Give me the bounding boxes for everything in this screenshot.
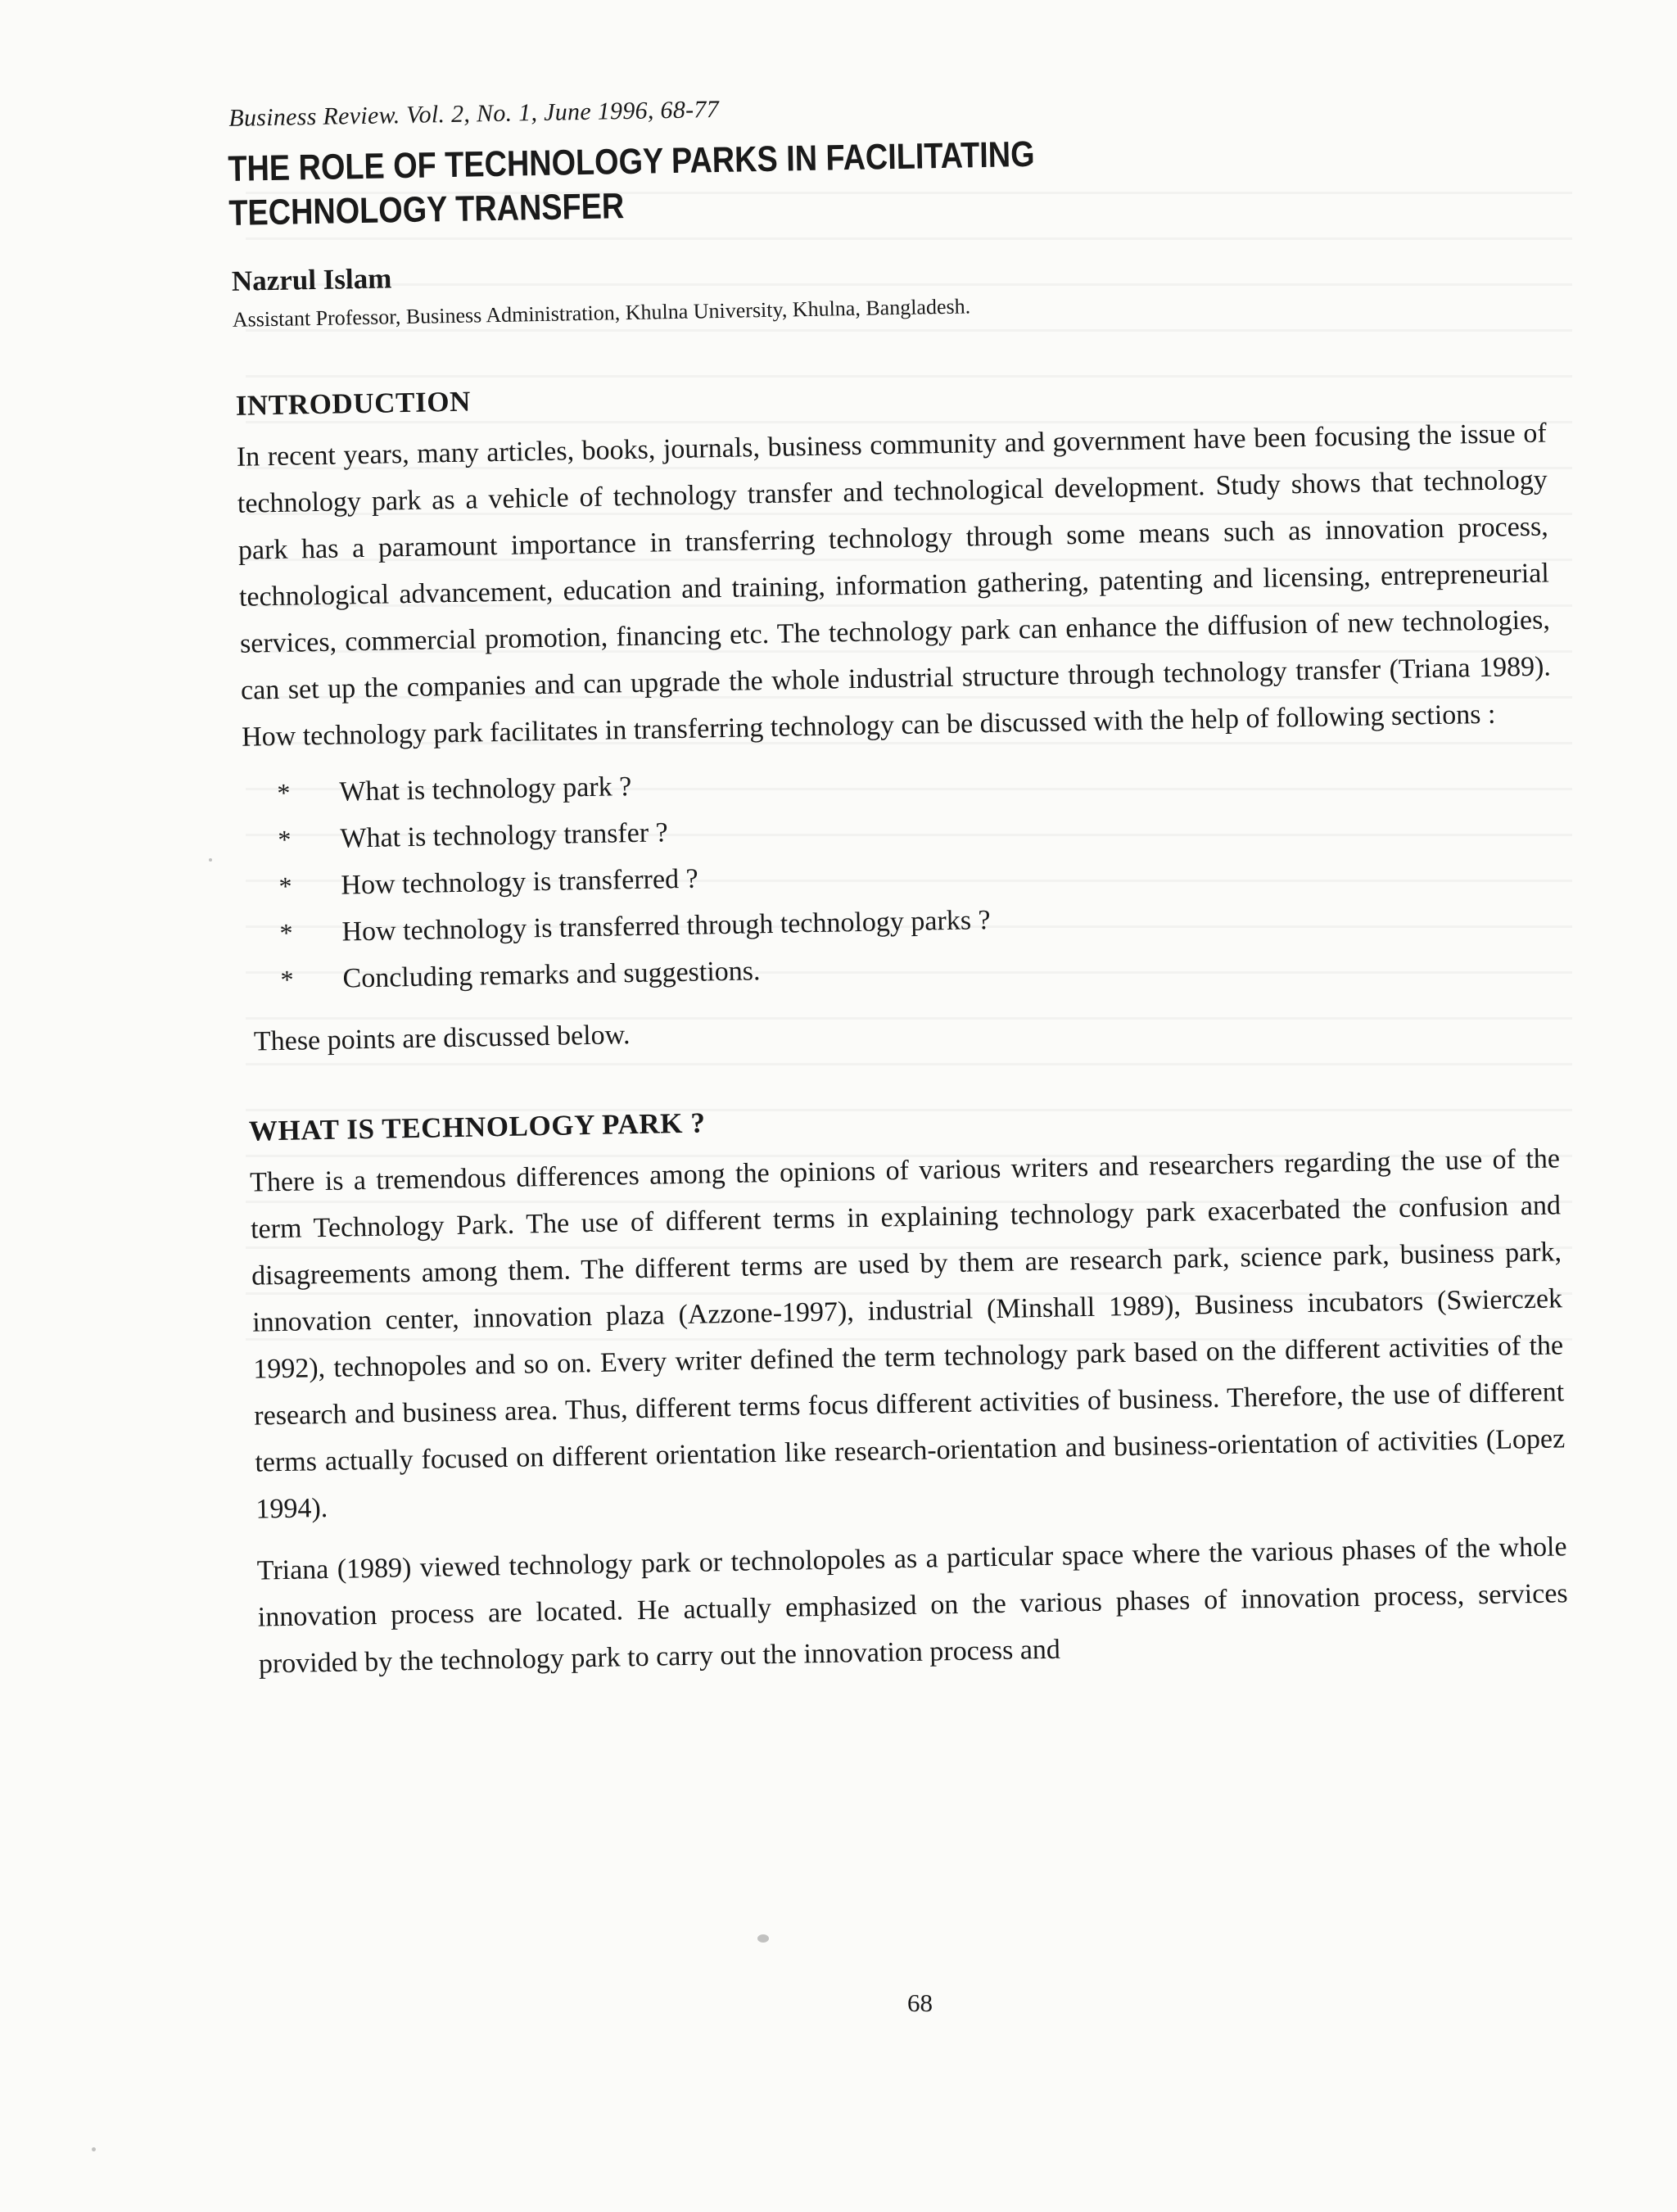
list-item: * How technology is transferred through technology parks ?: [279, 886, 1584, 957]
list-item: * Concluding remarks and suggestions.: [280, 933, 1584, 1003]
title-line-2: TECHNOLOGY TRANSFER: [228, 186, 625, 233]
section-list: [277, 746, 1584, 1003]
bullet-star-icon: *: [277, 777, 291, 807]
introduction-paragraph: In recent years, many articles, books, journals, business community and government have been focusing the issue of technology park as a vehicle of technology transfer and technological development. Study shows that technology park has a paramount importance in transferring technology through some means such as innovation process, technological advancement, education and training, information gathering, patenting and licensing, entrepreneurial services, commercial promotion, financing etc. The technology park can enhance the diffusion of new technologies, can set up the companies and can upgrade the whole industrial structure through technology transfer (Triana 1989). How technology park facilitates in transferring technology can be discussed with the help of following sections :: [236, 418, 1552, 753]
scan-speck: [92, 2147, 96, 2151]
technology-park-heading: WHAT IS TECHNOLOGY PARK ?: [248, 1106, 706, 1147]
scan-speck: [757, 1934, 769, 1943]
author-affiliation: Assistant Professor, Business Administration, Khulna University, Khulna, Bangladesh.: [232, 294, 971, 332]
bullet-star-icon: *: [279, 917, 293, 948]
introduction-closing: These points are discussed below.: [253, 1020, 631, 1057]
scan-speck: [209, 858, 212, 862]
technology-park-paragraph-2: Triana (1989) viewed technology park or technolopoles as a particular space where the various phases of the whole innovation process are located. He actually emphasized on the various phases of innovation process, services provided by the technology park to carry out the innovation process and: [256, 1531, 1568, 1680]
page-content: [225, 80, 1597, 1698]
bullet-star-icon: *: [278, 824, 292, 854]
paper-title: [228, 130, 1145, 235]
title-line-1: THE ROLE OF TECHNOLOGY PARKS IN FACILITATING: [227, 133, 1035, 189]
introduction-heading: INTRODUCTION: [235, 385, 472, 422]
journal-reference: Business Review. Vol. 2, No. 1, June 1996, 68-77: [228, 95, 720, 132]
page-number: 68: [907, 1988, 933, 2017]
list-item: * What is technology park ?: [277, 746, 1581, 816]
list-item: * What is technology transfer ?: [278, 793, 1582, 863]
technology-park-paragraph-1: There is a tremendous differences among the opinions of various writers and researchers regarding the use of the term Technology Park. The use of different terms in explaining technology park exacerbated the confusion and disagreements among them. The different terms are used by them are research park, science park, business park, innovation center, innovation plaza (Azzone-1997), industrial (Minshall 1989), Business incubators (Swierczek 1992), technopoles and so on. Every writer defined the term technology park based on the different activities of the research and business area. Thus, different terms focus different activities of business. Therefore, the use of different terms actually focused on different orientation like research-orientation and business-orientation of activities (Lopez 1994).: [249, 1143, 1566, 1525]
list-item: * How technology is transferred ?: [278, 839, 1583, 910]
bullet-star-icon: *: [278, 871, 292, 901]
bullet-star-icon: *: [280, 964, 294, 994]
author-name: Nazrul Islam: [231, 262, 392, 297]
